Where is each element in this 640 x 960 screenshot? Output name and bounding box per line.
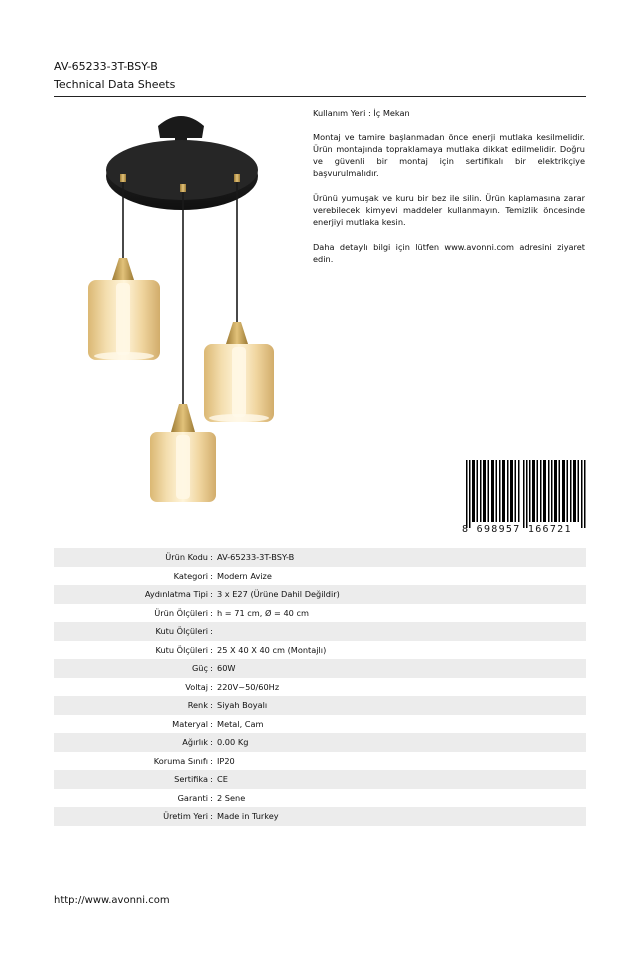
spec-row [54, 770, 586, 789]
cleaning-paragraph: Ürünü yumuşak ve kuru bir bez ile silin. Ürün kaplamasına zarar verebilecek kimyevi maddeler kullanmayın. Temizlik öncesinde enerjiyi mutlaka kesin. [313, 193, 585, 227]
spec-separator: : [210, 607, 213, 618]
spec-value: 2 Sene [217, 792, 246, 803]
spec-value: AV-65233-3T-BSY-B [217, 552, 295, 563]
document-subtitle: Technical Data Sheets [54, 78, 176, 91]
spec-row [54, 715, 586, 734]
spec-row [54, 696, 586, 715]
spec-value: 220V~50/60Hz [217, 681, 280, 692]
product-image [56, 108, 300, 508]
spec-label: Ürün Kodu [165, 552, 208, 563]
spec-label: Voltaj [185, 681, 208, 692]
barcode-number: 8 698957 166721 [462, 524, 572, 535]
spec-row [54, 641, 586, 660]
spec-label: Aydınlatma Tipi [144, 589, 208, 600]
spec-table [54, 548, 586, 826]
spec-value: CE [217, 774, 228, 785]
spec-label: Kategori [173, 570, 208, 581]
spec-separator: : [210, 718, 213, 729]
spec-label: Ağırlık [182, 737, 208, 748]
spec-value: 3 x E27 (Ürüne Dahil Değildir) [217, 589, 340, 600]
spec-row [54, 752, 586, 771]
spec-row [54, 733, 586, 752]
spec-row [54, 585, 586, 604]
spec-separator: : [210, 644, 213, 655]
spec-separator: : [210, 681, 213, 692]
spec-label: Koruma Sınıfı [153, 755, 208, 766]
safety-paragraph: Montaj ve tamire başlanmadan önce enerji mutlaka kesilmelidir. Ürün montajında topraklamaya mutlaka dikkat edilmelidir. Doğru ve güvenli bir montaj için sertifikalı bir elektrikçiye başvurulmalıdır. [313, 132, 585, 178]
product-code-title: AV-65233-3T-BSY-B [54, 60, 158, 73]
spec-value: Made in Turkey [217, 811, 279, 822]
spec-value: 60W [217, 663, 236, 674]
spec-label: Güç [191, 663, 208, 674]
document-header [54, 58, 586, 94]
spec-separator: : [210, 626, 213, 637]
footer-website-url[interactable]: http://www.avonni.com [54, 895, 170, 906]
spec-separator: : [210, 774, 213, 785]
spec-value: Siyah Boyalı [217, 700, 268, 711]
header-divider [54, 96, 586, 97]
more-info-paragraph: Daha detaylı bilgi için lütfen www.avonni.com adresini ziyaret edin. [313, 242, 585, 264]
spec-value: Metal, Cam [217, 718, 264, 729]
spec-value: 25 X 40 X 40 cm (Montajlı) [217, 644, 327, 655]
spec-separator: : [210, 737, 213, 748]
spec-separator: : [210, 755, 213, 766]
spec-label: Kutu Ölçüleri [155, 626, 208, 637]
spec-row [54, 678, 586, 697]
spec-row [54, 659, 586, 678]
product-description [313, 107, 585, 278]
spec-separator: : [210, 792, 213, 803]
spec-value: 0.00 Kg [217, 737, 249, 748]
spec-row [54, 548, 586, 567]
spec-label: Ürün Ölçüleri [154, 607, 208, 618]
spec-separator: : [210, 570, 213, 581]
spec-value: h = 71 cm, Ø = 40 cm [217, 607, 309, 618]
spec-label: Renk [187, 700, 208, 711]
spec-row [54, 622, 586, 641]
spec-separator: : [210, 663, 213, 674]
spec-separator: : [210, 811, 213, 822]
spec-row [54, 567, 586, 586]
spec-value: Modern Avize [217, 570, 272, 581]
spec-label: Materyal [172, 718, 208, 729]
spec-row [54, 807, 586, 826]
spec-label: Kutu Ölçüleri [155, 644, 208, 655]
spec-label: Sertifika [174, 774, 208, 785]
spec-separator: : [210, 700, 213, 711]
spec-label: Garanti [177, 792, 208, 803]
spec-row [54, 789, 586, 808]
spec-label: Üretim Yeri [163, 811, 208, 822]
spec-separator: : [210, 589, 213, 600]
spec-separator: : [210, 552, 213, 563]
usage-location: Kullanım Yeri : İç Mekan [313, 108, 410, 118]
spec-row [54, 604, 586, 623]
spec-value: IP20 [217, 755, 235, 766]
